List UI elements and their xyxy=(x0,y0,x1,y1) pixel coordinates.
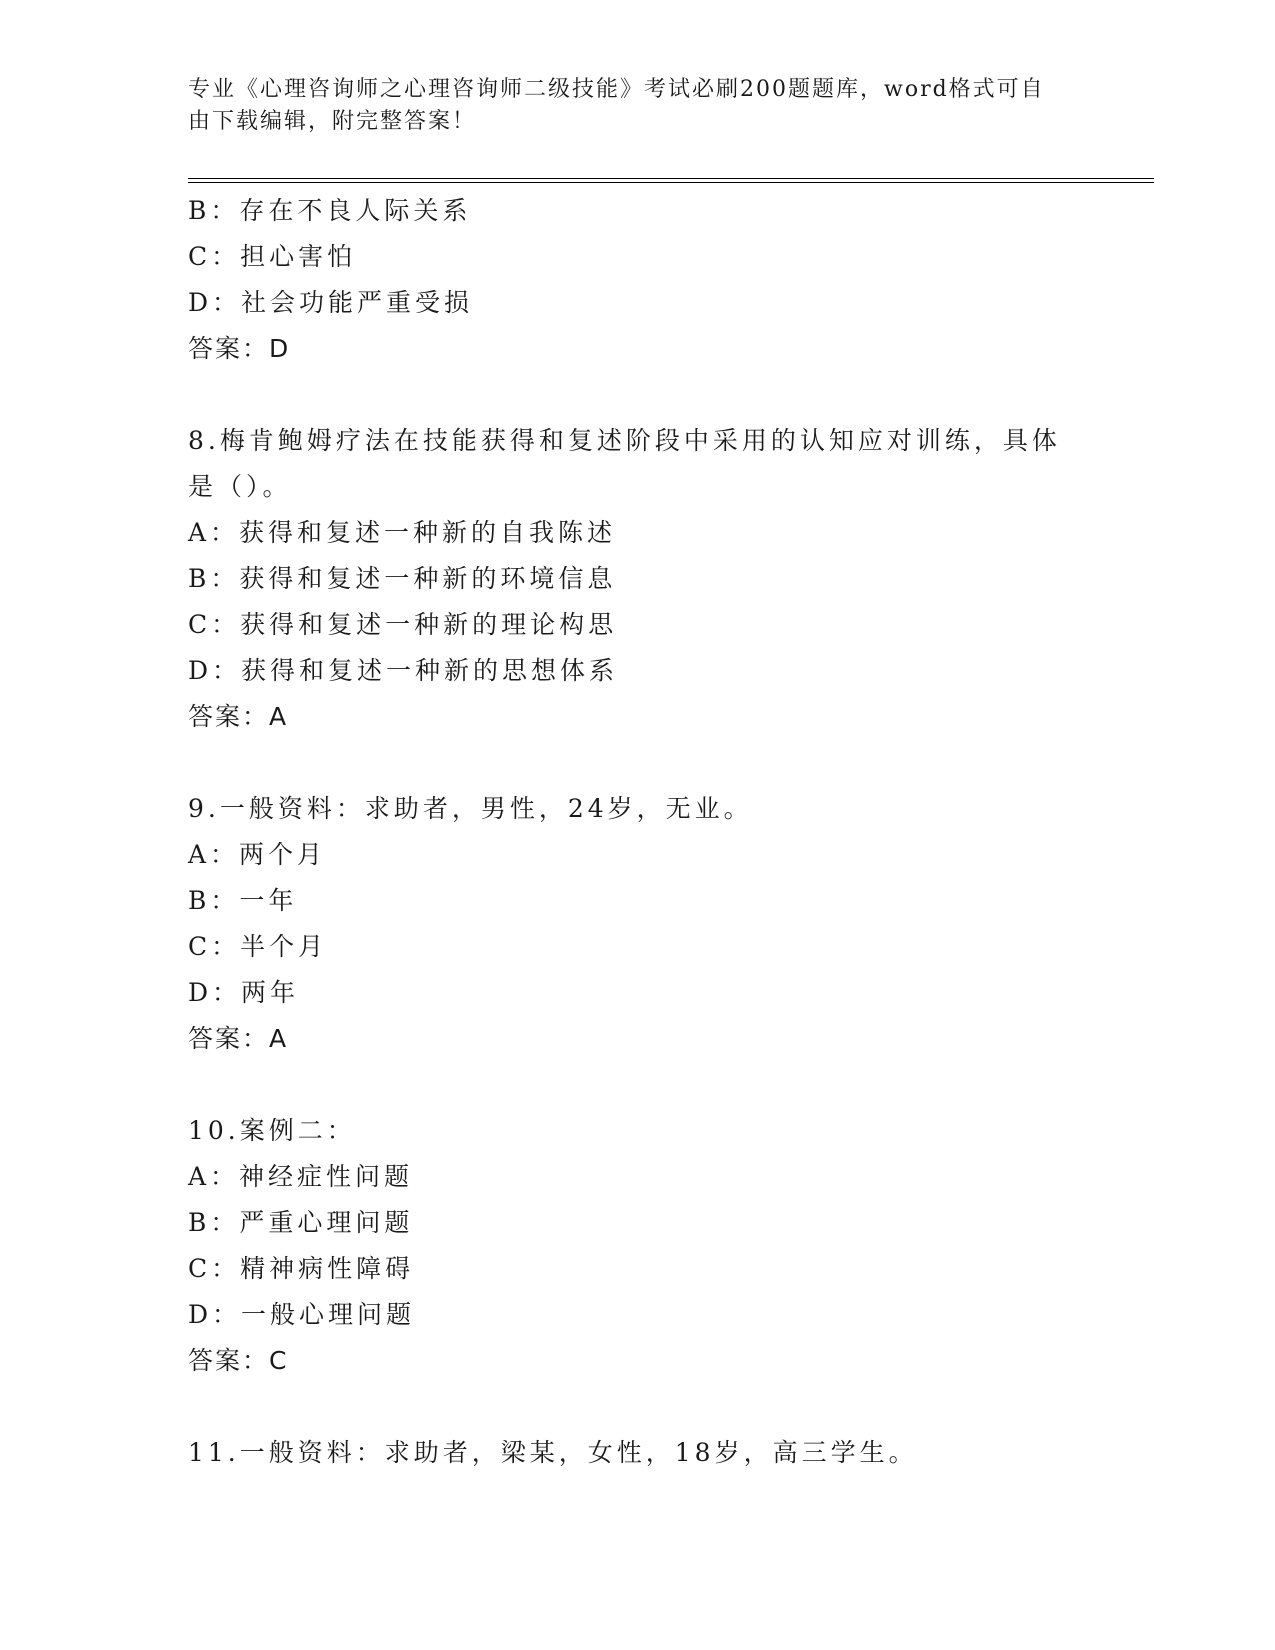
option-a: A：两个月 xyxy=(188,840,327,869)
question-stem: 11.一般资料：求助者，梁某，女性，18岁，高三学生。 xyxy=(188,1438,918,1467)
option-c: C：半个月 xyxy=(188,932,328,961)
option-b: B：严重心理问题 xyxy=(188,1208,414,1237)
option-d: D：获得和复述一种新的思想体系 xyxy=(188,656,619,685)
question-9 xyxy=(188,786,1068,1062)
option-c: C：精神病性障碍 xyxy=(188,1254,415,1283)
option-a: A：获得和复述一种新的自我陈述 xyxy=(188,518,617,547)
question-10 xyxy=(188,1108,1068,1384)
document-header-title: 专业《心理咨询师之心理咨询师二级技能》考试必刷200题题库，word格式可自由下载编辑，附完整答案！ xyxy=(188,77,1045,134)
option-c: C：担心害怕 xyxy=(188,242,357,271)
option-b: B：存在不良人际关系 xyxy=(188,196,472,225)
option-b: B：获得和复述一种新的环境信息 xyxy=(188,564,617,593)
answer-line: 答案：A xyxy=(188,702,289,731)
question-stem: 10.案例二： xyxy=(188,1116,356,1145)
question-8 xyxy=(188,418,1068,740)
option-d: D：两年 xyxy=(188,978,300,1007)
question-11 xyxy=(188,1430,1068,1476)
option-b: B：一年 xyxy=(188,886,298,915)
question-stem: 9.一般资料：求助者，男性，24岁，无业。 xyxy=(188,794,753,823)
option-c: C：获得和复述一种新的理论构思 xyxy=(188,610,618,639)
answer-line: 答案：D xyxy=(188,334,291,363)
question-stem: 8.梅肯鲍姆疗法在技能获得和复述阶段中采用的认知应对训练，具体是（）。 xyxy=(188,426,1061,501)
option-a: A：神经症性问题 xyxy=(188,1162,414,1191)
question-content xyxy=(188,188,1068,1476)
previous-question-fragment xyxy=(188,188,1068,372)
answer-line: 答案：A xyxy=(188,1024,289,1053)
answer-line: 答案：C xyxy=(188,1346,289,1375)
option-d: D：社会功能严重受损 xyxy=(188,288,474,317)
header-divider xyxy=(188,178,1154,183)
option-d: D：一般心理问题 xyxy=(188,1300,416,1329)
